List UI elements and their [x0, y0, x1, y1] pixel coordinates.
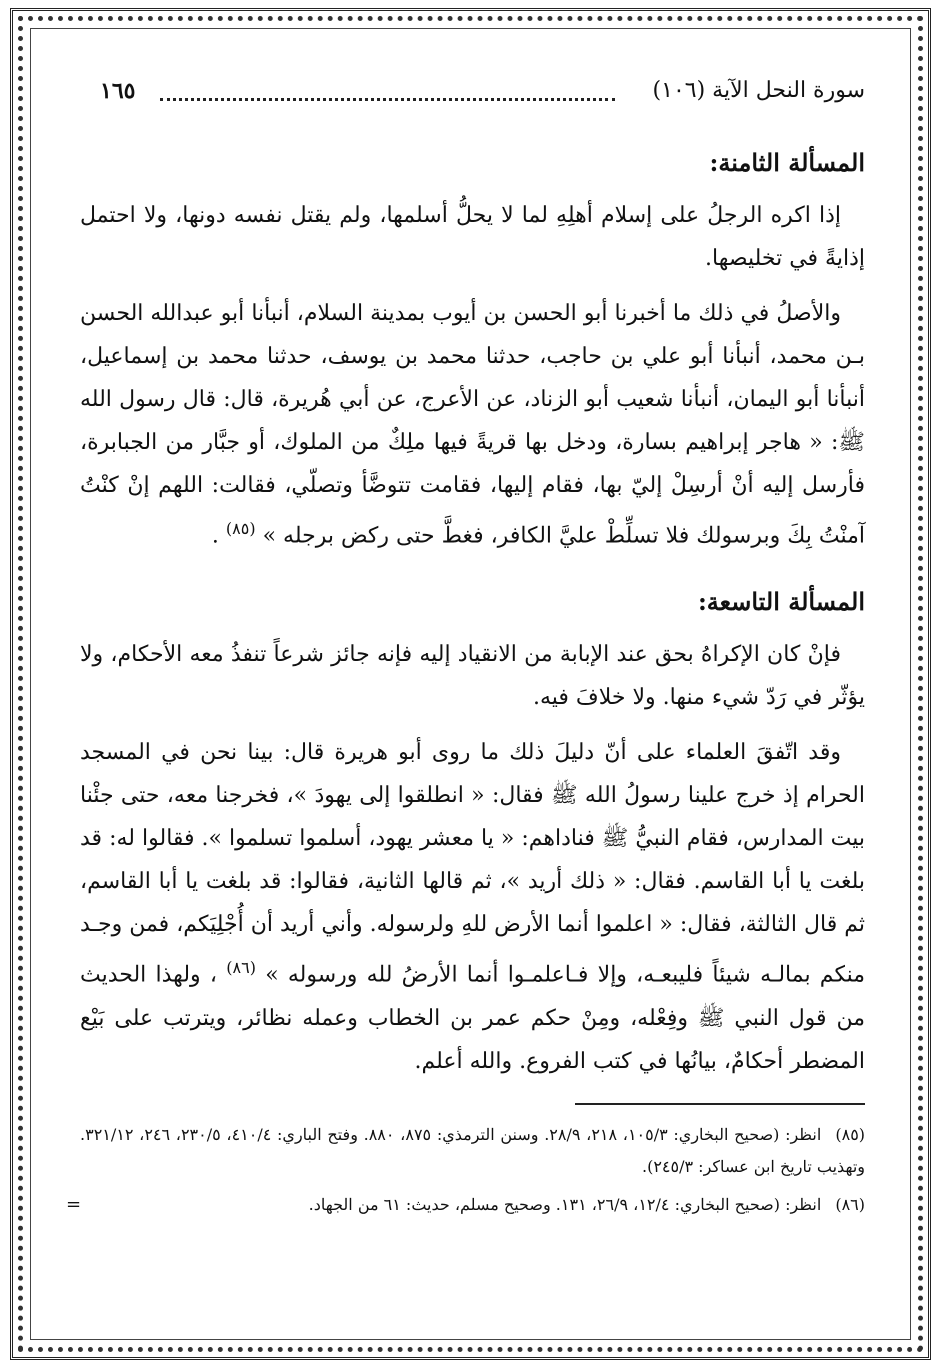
footnote — [80, 1119, 865, 1183]
header-dot-leader — [160, 80, 615, 101]
footnotes — [66, 1119, 866, 1221]
paragraph-text: وقد اتّفقَ العلماء على أنّ دليلَ ذلك ما روى أبو هريرة قال: بينا نحن في المسجد الحرام إذ خرج علينا رسولُ الله ﷺ فقال: « انطلقوا إلى يهودَ »، فخرجنا معه، حتى جئْنا بيت المدارس، فقام النبيُّ ﷺ فناداهم: « يا معشر يهود، أسلموا تسلموا ». فقالوا له: قد بلغت يا أبا القاسم. فقال: « ذلك أريد »، ثم قالها الثانية، فقالوا: قد بلغت يا أبا القاسم، ثم قال الثالثة، فقال: « اعلموا أنما الأرض للهِ ولرسوله. وأني أريد أن أُجْلِيَكم، فمن وجـد منكم بمالـه شيئاً فليبعـه، وإلا فـاعلمـوا أنما الأرضُ لله ورسوله » — [80, 740, 866, 988]
continuation-mark: = — [66, 1193, 82, 1215]
page-number: ١٦٥ — [100, 78, 136, 104]
paragraph-text: والأصلُ في ذلك ما أخبرنا أبو الحسن بن أيوب بمدينة السلام، أنبأنا أبو عبدالله الحسن بـن محمد، أنبأنا أبو علي بن حاجب، حدثنا محمد بن يوسف، حدثنا محمد بن إسماعيل، أنبأنا أبو اليمان، أنبأنا شعيب أبو الزناد، عن الأعرج، عن أبي هُريرة، قال: قال رسول الله ﷺ: « هاجر إبراهيم بسارة، ودخل بها قريةً فيها ملِكٌ من الملوك، أو جبَّار من الجبابرة، فأرسل إليه أنْ أرسِلْ إليّ بها، فقام إليها، فقامت تتوضَّأ وتصلّي، فقالت: اللهم إنْ كنْتُ آمنْتُ بِكَ وبرسولك فلا تسلِّطْ عليَّ الكافر، فغطَّ حتى ركض برجله » — [80, 301, 865, 549]
header-title: سورة النحل الآية (١٠٦) — [652, 78, 865, 103]
paragraph: فإنْ كان الإكراهُ بحق عند الإبابة من الانقياد إليه فإنه جائز شرعاً تنفذُ معه الأحكام، ولا يؤثّر في رَدّ شيء منها. ولا خلافَ فيه. — [80, 642, 865, 711]
section-heading: المسألة الثامنة: — [709, 148, 865, 177]
footnote-number: (٨٥) — [835, 1124, 866, 1144]
footnote-number: (٨٦) — [835, 1194, 865, 1214]
page-content — [66, 70, 866, 1310]
section-heading: المسألة التاسعة: — [697, 587, 865, 617]
paragraph: والأصلُ في ذلك ما أخبرنا أبو الحسن بن أيوب بمدينة السلام، أنبأنا أبو عبدالله الحسن بـن محمد، أنبأنا أبو علي بن حاجب، حدثنا محمد بن يوسف، حدثنا محمد بن إسماعيل، أنبأنا أبو اليمان، أنبأنا شعيب أبو الزناد، عن الأعرج، عن أبي هُريرة، قال: قال رسول الله ﷺ: « هاجر إبراهيم بسارة، ودخل بها قريةً فيها ملِكٌ من الملوك، أو جبَّار من الجبابرة، فأرسل إليه أنْ أرسِلْ إليّ بها، فقام إليها، فقامت تتوضَّأ وتصلّي، فقالت: اللهم إنْ كنْتُ آمنْتُ بِكَ وبرسولك فلا تسلِّطْ عليَّ الكافر، فغطَّ حتى ركض برجله » $^{(٨٥)}$ . — [80, 301, 865, 549]
paragraph — [80, 731, 865, 1082]
footnote-separator — [575, 1103, 865, 1105]
footnote-text: انظر: (صحيح البخاري: ١٢/٤، ٢٦/٩، ١٣١. وصحيح مسلم، حديث: ٦١ من الجهاد. — [308, 1194, 822, 1214]
section-ninth — [80, 585, 865, 1082]
running-header — [80, 70, 865, 118]
paragraph-text-tail: ، ولهذا الحديث من قول النبي ﷺ وفِعْله، ومِنْ حكم عمر بن الخطاب وعمله نظائر، ويترتب على بَيْع المضطر أحكامٌ، بيانُها في كتب الفروع. والله أعلم. — [80, 962, 865, 1074]
paragraph: إذا اكره الرجلُ على إسلام أهلِهِ لما لا يحلُّ أسلمها، ولم يقتل نفسه دونها، ولا احتمل إذايةً في تخليصها. — [80, 203, 865, 271]
footnote-ref: (٨٦) — [226, 958, 256, 978]
footnote — [66, 1189, 865, 1221]
section-eighth — [80, 146, 865, 557]
footnote-ref: (٨٥) — [225, 519, 256, 538]
footnote-text: انظر: (صحيح البخاري: ١٠٥/٣، ٢١٨، ٢٨/٩. وسنن الترمذي: ٨٧٥، ٨٨٠. وفتح الباري: ٤١٠/٤، ٢٣٠/٥، ٢٤٦، ٣٢١/١٢. وتهذيب تاريخ ابن عساكر: ٢٤٥/٣). — [80, 1124, 865, 1176]
